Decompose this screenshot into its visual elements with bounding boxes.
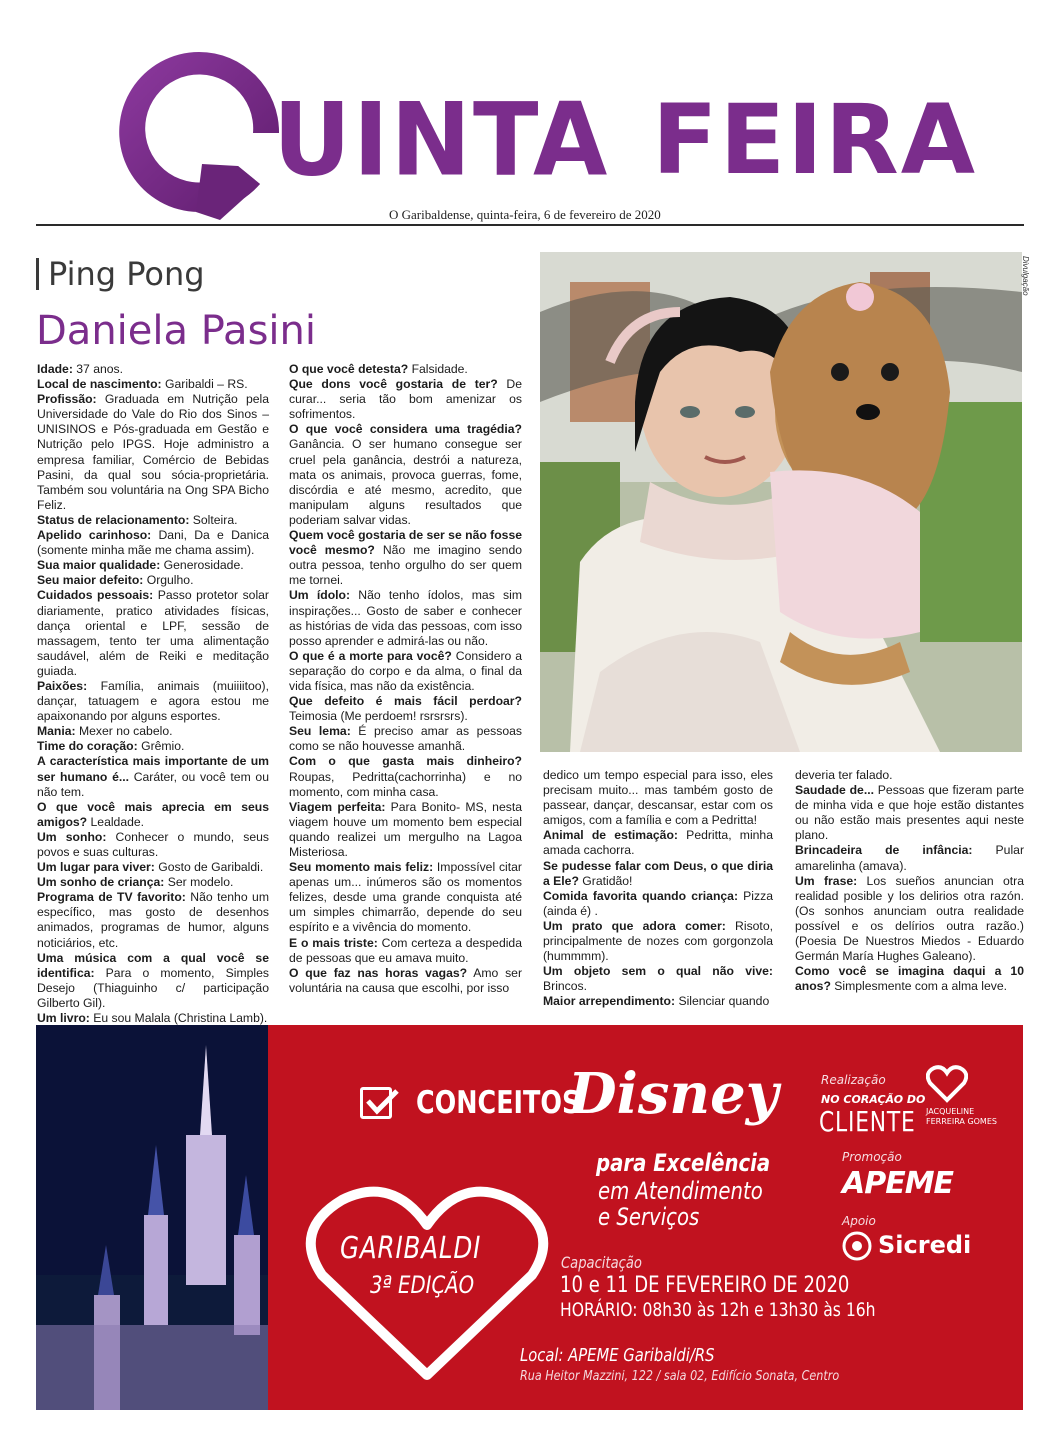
- qa-entry: [37, 528, 269, 558]
- qa-entry: [289, 422, 522, 528]
- checkmark-icon: [364, 1087, 400, 1117]
- qa-question: O que você considera uma tragédia?: [289, 422, 522, 437]
- ad-no-coracao: NO CORAÇÃO DO: [821, 1093, 926, 1106]
- qa-answer: Brincos.: [543, 979, 588, 994]
- qa-entry: [289, 528, 522, 588]
- sicredi-logo-icon: [842, 1231, 872, 1261]
- qa-answer: Pular amarelinha (amava).: [795, 843, 1024, 873]
- qa-answer: Pedritta, minha amada cachorra.: [543, 828, 773, 858]
- disney-ad[interactable]: [36, 1025, 1023, 1410]
- qa-entry: [289, 588, 522, 648]
- qa-answer: Orgulho.: [143, 573, 194, 588]
- qa-question: Quem você gostaria de ser se não fosse você mesmo?: [289, 528, 523, 558]
- qa-answer: Para o momento, Simples Desejo (Thiaguinho c/ participação Gilberto Gil).: [37, 965, 269, 1010]
- qa-question: Seu momento mais feliz:: [289, 860, 434, 875]
- qa-entry: [37, 724, 269, 739]
- qa-answer: dedico um tempo especial para isso, eles precisam muito... mas também gosto de passear, dançar, descansar, estar com os amigos, com a família e com a Pedritta!: [543, 768, 773, 828]
- qa-answer: Risoto, principalmente de nozes com gorgonzola (hummmm).: [543, 918, 773, 964]
- qa-answer: Conhecer o mundo, seus povos e suas culturas.: [37, 829, 270, 859]
- qa-answer: Falsidade.: [408, 362, 468, 376]
- qa-entry: [37, 754, 269, 799]
- ad-sicredi-logo: Sicredi: [878, 1231, 972, 1259]
- qa-question: Se pudesse falar com Deus, o que diria a Ele?: [543, 858, 773, 888]
- qa-question: Como você se imagina daqui a 10 anos?: [795, 964, 1024, 994]
- ad-jacqueline: JACQUELINE: [926, 1107, 975, 1116]
- ad-em-atendimento: em Atendimento: [598, 1177, 763, 1205]
- qa-question: Um livro:: [37, 1011, 90, 1026]
- qa-answer: Considero a separação do corpo e da alma, o final da vida física, mas não da existência.: [289, 648, 522, 693]
- qa-answer: Roupas, Pedritta(cachorrinha) e no momento, com minha casa.: [289, 769, 522, 799]
- qa-question: Um objeto sem o qual não vive:: [543, 964, 773, 979]
- qa-answer: 37 anos.: [72, 362, 124, 376]
- qa-question: Cuidados pessoais:: [37, 588, 154, 603]
- qa-question: Animal de estimação:: [543, 828, 678, 843]
- qa-entry: [289, 936, 522, 966]
- portrait-illustration: [540, 252, 1022, 752]
- ad-promocao: Promoção: [842, 1150, 902, 1164]
- qa-answer: Simplesmente com a alma leve.: [830, 979, 1008, 994]
- qa-question: O que é a morte para você?: [289, 648, 452, 663]
- qa-entry: [289, 966, 522, 996]
- dateline: O Garibaldense, quinta-feira, 6 de fevereiro de 2020: [389, 207, 661, 222]
- qa-question: Um lugar para viver:: [37, 860, 155, 875]
- qa-answer: Garibaldi – RS.: [161, 377, 248, 392]
- qa-entry: [37, 392, 269, 513]
- qa-answer: Pizza (ainda é) .: [543, 888, 773, 918]
- masthead-uinta: UINTA: [273, 81, 610, 199]
- qa-answer: Pessoas que fizeram parte de minha vida e que hoje estão distantes ou não estão mais presentes aqui neste plano.: [795, 783, 1024, 843]
- ad-edicao: 3ª EDIÇÃO: [370, 1271, 475, 1299]
- ad-para: para Excelência: [596, 1149, 771, 1177]
- interview-column-1: [37, 362, 269, 1026]
- qa-question: Mania:: [37, 724, 76, 739]
- qa-question: Sua maior qualidade:: [37, 558, 161, 573]
- qa-question: Um prato que adora comer:: [543, 918, 726, 933]
- qa-answer: Para Bonito- MS, nesta viagem houve um momento bem especial quando realizei um mergulho na Lagoa Misteriosa.: [289, 799, 522, 859]
- qa-question: Local de nascimento:: [37, 377, 162, 392]
- qa-entry: [543, 994, 773, 1009]
- ad-disney: Disney: [568, 1061, 779, 1127]
- ad-dates: 10 e 11 DE FEVEREIRO DE 2020: [560, 1273, 850, 1298]
- qa-answer: Grêmio.: [137, 739, 185, 754]
- qa-entry: [37, 679, 269, 724]
- qa-entry: [37, 558, 269, 573]
- photo-credit: Divulgação: [1021, 256, 1030, 296]
- qa-entry: [37, 800, 269, 830]
- person-name: Daniela Pasini: [36, 308, 316, 354]
- qa-entry: [289, 362, 522, 377]
- qa-entry: [37, 875, 269, 890]
- qa-question: Seu lema:: [289, 724, 351, 739]
- qa-entry: [543, 919, 773, 964]
- qa-answer: Caráter, ou você tem ou não tem.: [37, 769, 269, 799]
- qa-answer: Não me imagino sendo outra pessoa, tenho orgulho do ser quem me tornei.: [289, 543, 522, 588]
- qa-answer: Silenciar quando: [675, 994, 770, 1009]
- qa-question: Profissão:: [37, 392, 97, 407]
- ad-conceitos: CONCEITOS: [416, 1085, 581, 1121]
- qa-question: Apelido carinhoso:: [37, 528, 152, 543]
- ad-local: Local: APEME Garibaldi/RS: [520, 1345, 715, 1366]
- ad-capacitacao: Capacitação: [561, 1253, 642, 1272]
- qa-answer: Generosidade.: [160, 558, 244, 573]
- ad-apoio: Apoio: [842, 1214, 876, 1228]
- qa-question: Um frase:: [795, 873, 858, 888]
- qa-question: Maior arrependimento:: [543, 994, 676, 1009]
- qa-question: Um sonho:: [37, 829, 107, 844]
- heart-logo-icon: [926, 1065, 968, 1103]
- qa-entry: [795, 783, 1024, 843]
- qa-answer: De curar... seria tão bom amenizar os sofrimentos.: [289, 377, 522, 422]
- qa-question: Viagem perfeita:: [289, 799, 386, 814]
- qa-question: Um sonho de criança:: [37, 875, 165, 890]
- qa-question: Status de relacionamento:: [37, 512, 190, 527]
- qa-entry: [37, 588, 269, 679]
- interview-column-2: [289, 362, 522, 996]
- qa-question: Com o que gasta mais dinheiro?: [289, 754, 522, 769]
- qa-entry: [289, 754, 522, 799]
- qa-answer: Ganância. O ser humano consegue ser cruel pela ganância, destrói a natureza, mata os animais, provoca guerras, fome, discórdia e até mesmo, acredito, que manipulam alguns resultados que poderiam salvar vidas.: [289, 437, 522, 527]
- qa-entry: [543, 859, 773, 889]
- qa-entry: [289, 860, 522, 935]
- qa-answer: Solteira.: [189, 512, 238, 527]
- qa-answer: Graduada em Nutrição pela Universidade do Vale do Rio dos Sinos – UNISINOS e Pós-graduada em Gestão e Nutrição pelo IPGS. Hoje administro a empresa familiar, Comércio de Bebidas Pasini, da qual sou sócia-proprietária. Também sou voluntária na Ong SPA Bicho Feliz.: [37, 392, 269, 512]
- masthead-rule: [36, 224, 1024, 226]
- portrait-photo: [540, 252, 1022, 752]
- qa-answer: Gratidão!: [578, 873, 633, 888]
- qa-question: Paixões:: [37, 678, 88, 693]
- ad-horario: HORÁRIO: 08h30 às 12h e 13h30 às 16h: [560, 1299, 876, 1321]
- qa-answer: Dani, Da e Danica (somente minha mãe me chama assim).: [37, 528, 270, 558]
- qa-answer: deveria ter falado.: [795, 768, 893, 782]
- qa-entry: [37, 830, 269, 860]
- qa-entry: [289, 694, 522, 724]
- qa-question: Um ídolo:: [289, 588, 351, 603]
- qa-entry: [795, 964, 1024, 994]
- ad-realizacao: Realização: [821, 1073, 886, 1087]
- ad-ferreira-gomes: FERREIRA GOMES: [926, 1117, 997, 1126]
- masthead: [0, 0, 1058, 230]
- qa-answer: Mexer no cabelo.: [75, 724, 173, 739]
- qa-question: O que você mais aprecia em seus amigos?: [37, 799, 269, 829]
- qa-entry: [37, 513, 269, 528]
- qa-question: Idade:: [37, 362, 73, 376]
- qa-question: Time do coração:: [37, 739, 138, 754]
- qa-entry: [37, 860, 269, 875]
- qa-entry: [37, 573, 269, 588]
- section-title: Ping Pong: [48, 255, 205, 293]
- qa-entry: [289, 377, 522, 422]
- qa-answer: Los sueños anuncian otra realidad posible y los delirios otra razón. (Os sonhos anunciam outra realidade possível e os delírios outra razão.) (Poesia De Nuestros Miedos - Eduardo Germán María Hughes Galeano).: [795, 873, 1025, 964]
- qa-question: Programa de TV favorito:: [37, 890, 186, 905]
- ad-garibaldi: GARIBALDI: [340, 1231, 482, 1266]
- qa-entry: [289, 649, 522, 694]
- qa-answer: Impossível citar apenas um... inúmeros são os momentos felizes, desde uma grande conquista até um simples chimarrão, depende do seu espírito e a vivência do momento.: [289, 860, 522, 935]
- qa-answer: Não tenho ídolos, mas sim inspirações... Gosto de saber e conhecer as histórias de vida das pessoas, com isso posso aprender e admirá-las ou não.: [289, 588, 522, 648]
- qa-entry: [543, 964, 773, 994]
- qa-entry: [289, 800, 522, 860]
- qa-question: Que defeito é mais fácil perdoar?: [289, 694, 522, 709]
- qa-answer: Gosto de Garibaldi.: [154, 860, 264, 875]
- qa-question: A característica mais importante de um ser humano é...: [37, 754, 269, 784]
- masthead-feira: FEIRA: [652, 84, 978, 196]
- qa-answer: É preciso amar as pessoas como se não houvesse amanhã.: [289, 724, 522, 754]
- qa-answer: Não tenho um específico, mas gosto de desenhos animados, programas de humor, alguns noticiários, etc.: [37, 890, 269, 950]
- ad-address: Rua Heitor Mazzini, 122 / sala 02, Edifício Sonata, Centro: [520, 1369, 840, 1384]
- qa-answer: Família, animais (muiiiitoo), dançar, tatuagem e agora estou me apaixonando por alguns esportes.: [37, 678, 269, 724]
- qa-question: Uma música com a qual você se identifica:: [37, 950, 269, 980]
- qa-answer: Amo ser voluntária na causa que escolhi, por isso: [289, 965, 523, 995]
- qa-entry: [543, 889, 773, 919]
- section-bar: [36, 258, 39, 290]
- interview-column-3: [543, 768, 773, 1010]
- qa-question: O que faz nas horas vagas?: [289, 965, 468, 980]
- ad-cliente: CLIENTE: [819, 1105, 916, 1138]
- qa-answer: Ser modelo.: [164, 875, 234, 890]
- qa-question: Que dons você gostaria de ter?: [289, 377, 498, 392]
- qa-entry: [37, 890, 269, 950]
- interview-column-4: [795, 768, 1024, 994]
- qa-answer: Passo protetor solar diariamente, pratico atividades físicas, dança oriental e LPF, sessão de massagem, tento ter uma alimentação saudável, além de Reiki e meditação guiada.: [37, 588, 269, 678]
- qa-entry: [289, 724, 522, 754]
- ad-e-servicos: e Serviços: [598, 1203, 700, 1231]
- qa-answer: Lealdade.: [87, 814, 145, 829]
- qa-entry: [795, 768, 1024, 783]
- qa-question: O que você detesta?: [289, 362, 409, 376]
- qa-entry: [543, 828, 773, 858]
- qa-question: Saudade de...: [795, 783, 874, 798]
- qa-entry: [37, 377, 269, 392]
- qa-answer: Eu sou Malala (Christina Lamb).: [89, 1011, 268, 1026]
- qa-question: Comida favorita quando criança:: [543, 888, 738, 903]
- qa-question: Brincadeira de infância:: [795, 843, 973, 858]
- qa-question: Seu maior defeito:: [37, 573, 144, 588]
- qa-entry: [37, 362, 269, 377]
- qa-entry: [543, 768, 773, 828]
- qa-entry: [795, 843, 1024, 873]
- qa-entry: [37, 951, 269, 1011]
- ad-apeme-logo: APEME: [842, 1166, 954, 1201]
- qa-entry: [37, 1011, 269, 1026]
- qa-entry: [37, 739, 269, 754]
- qa-answer: Com certeza a despedida de pessoas que eu amava muito.: [289, 935, 522, 965]
- qa-answer: Teimosia (Me perdoem! rsrsrsrs).: [289, 709, 468, 724]
- qa-question: E o mais triste:: [289, 935, 378, 950]
- qa-entry: [795, 874, 1024, 965]
- masthead-q-logo: [110, 44, 288, 222]
